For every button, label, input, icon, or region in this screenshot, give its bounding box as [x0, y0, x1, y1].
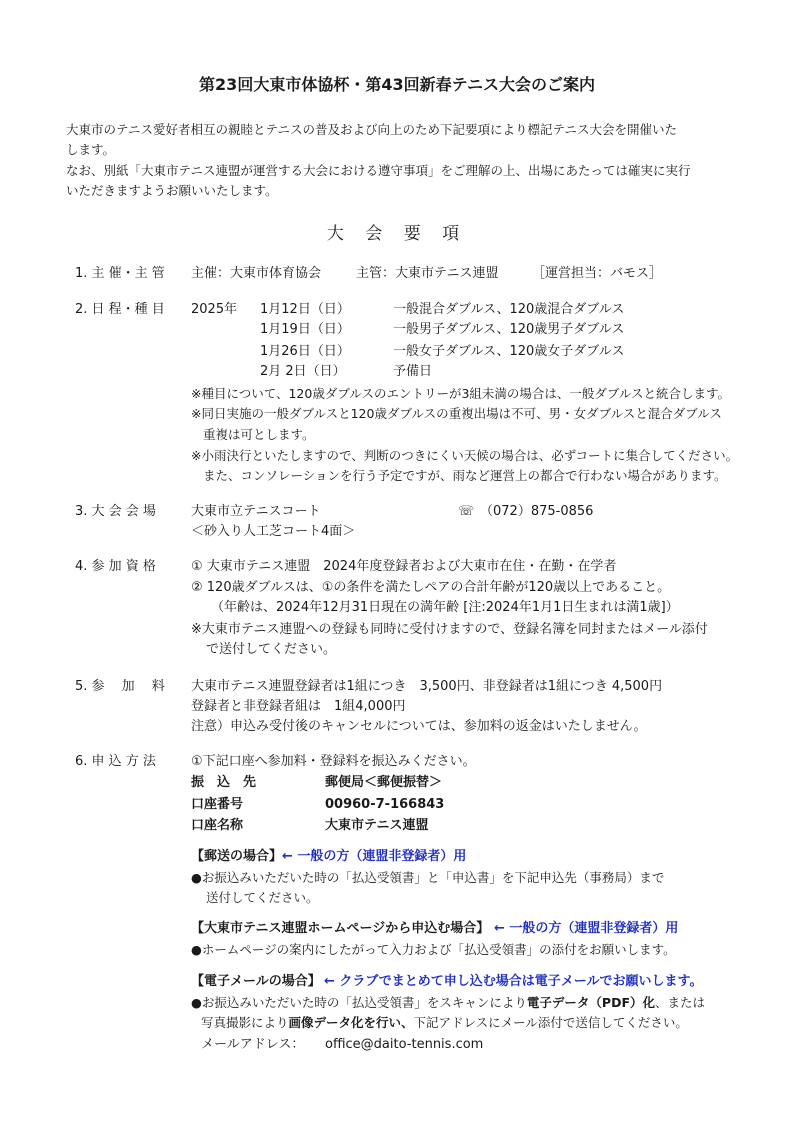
bank-key: 口座番号	[191, 797, 244, 812]
intro-line: なお、別紙「大東市テニス連盟が運営する大会における遵守事項」をご理解の上、出場にあたっては確実に実行	[66, 163, 691, 178]
email-heading: 【電子メールの場合】	[191, 974, 321, 989]
bank-value: 大東市テニス連盟	[325, 818, 429, 833]
email-text: 、または	[655, 995, 706, 1010]
schedule-note: ※同日実施の一般ダブルスと120歳ダブルスの重複出場は不可、男・女ダブルスと混合ダブルス	[191, 406, 722, 421]
email-address-label: メールアドレス：	[201, 1037, 305, 1052]
email-text: 写真撮影により	[201, 1015, 289, 1030]
host: 主催：大東市体育協会	[191, 266, 322, 281]
section-label-eligibility: 4. 参 加 資 格	[75, 559, 156, 574]
mail-tag: ← 一般の方（連盟非登録者）用	[282, 849, 467, 864]
eligibility-line: で送付してください。	[206, 642, 337, 657]
schedule-event: 一般混合ダブルス、120歳混合ダブルス	[393, 302, 625, 317]
email-emphasis: 画像データ化を行い、	[288, 1015, 414, 1030]
schedule-note: ※種目について、120歳ダブルスのエントリーが3組未満の場合は、一般ダブルスと統合します。	[191, 386, 731, 401]
web-heading: 【大東市テニス連盟ホームページから申込む場合】	[191, 921, 490, 936]
email-address[interactable]: office@daito-tennis.com	[325, 1037, 484, 1052]
application-intro: ①下記口座へ参加料・登録料を振込みください。	[191, 754, 476, 769]
manager: 主管：大東市テニス連盟	[356, 266, 499, 281]
operator: ［運営担当：バモス］	[532, 266, 663, 281]
section-heading: 大 会 要 項	[326, 224, 468, 244]
schedule-note: 重複は可とします。	[203, 427, 315, 442]
email-emphasis: 電子データ（PDF）化	[526, 995, 655, 1010]
email-tag: ← クラブでまとめて申し込む場合は電子メールでお願いします。	[324, 974, 703, 989]
eligibility-line: （年齢は、2024年12月31日現在の満年齢 [注:2024年1月1日生まれは満1歳]）	[211, 600, 679, 615]
schedule-date: 1月19日（日）	[260, 322, 350, 337]
section-label-fee: 5. 参 加 料	[75, 679, 165, 694]
eligibility-line: ① 大東市テニス連盟 2024年度登録者および大東市在住・在勤・在学者	[191, 559, 617, 574]
intro-line: します。	[66, 142, 116, 157]
email-text: 下記アドレスにメール添付で送信してください。	[413, 1015, 688, 1030]
venue-phone: （072）875-0856	[480, 504, 594, 519]
mail-line: ●お振込みいただいた時の「払込受領書」と「申込書」を下記申込先（事務局）まで	[191, 870, 665, 885]
web-tag: ← 一般の方（連盟非登録者）用	[494, 921, 679, 936]
schedule-date: 1月26日（日）	[260, 344, 350, 359]
section-label-schedule: 2. 日 程・種 目	[75, 302, 165, 317]
mail-line: 送付してください。	[206, 890, 319, 905]
email-text: ●お振込みいただいた時の「払込受領書」をスキャンにより	[191, 995, 527, 1010]
email-line-1	[191, 993, 705, 1013]
bank-key: 口座名称	[191, 818, 244, 833]
section-label-application: 6. 申 込 方 法	[75, 754, 156, 769]
schedule-year: 2025年	[191, 302, 238, 317]
intro-line: 大東市のテニス愛好者相互の親睦とテニスの普及および向上のため下記要項により標記テニス大会を開催いた	[66, 122, 678, 137]
mail-heading: 【郵送の場合】	[191, 849, 283, 864]
schedule-event: 一般女子ダブルス、120歳女子ダブルス	[393, 344, 625, 359]
bank-value: 郵便局＜郵便振替＞	[325, 775, 443, 790]
fee-line: 大東市テニス連盟登録者は1組につき 3,500円、非登録者は1組につき 4,500円	[191, 679, 663, 694]
schedule-event: 予備日	[393, 364, 433, 379]
schedule-date: 1月12日（日）	[260, 302, 350, 317]
fee-line: 登録者と非登録者組は 1組4,000円	[191, 699, 406, 714]
bank-value: 00960-7-166843	[325, 797, 445, 812]
eligibility-line: ② 120歳ダブルスは、①の条件を満たしペアの合計年齢が120歳以上であること。	[191, 580, 671, 595]
schedule-note: また、コンソレーションを行う予定ですが、雨など運営上の都合で行わない場合があります。	[203, 468, 727, 483]
schedule-date: 2月 2日（日）	[260, 364, 346, 379]
web-line: ●ホームページの案内にしたがって入力および「払込受領書」の添付をお願いします。	[191, 942, 676, 957]
schedule-note: ※小雨決行といたしますので、判断のつきにくい天候の場合は、必ずコートに集合してください。	[191, 448, 739, 463]
venue-surface: ＜砂入り人工芝コート4面＞	[191, 524, 356, 539]
page-title: 第23回大東市体協杯・第43回新春テニス大会のご案内	[199, 75, 595, 94]
section-label-venue: 3. 大 会 会 場	[75, 504, 156, 519]
schedule-event: 一般男子ダブルス、120歳男子ダブルス	[393, 322, 625, 337]
fee-line: 注意）申込み受付後のキャンセルについては、参加料の返金はいたしません。	[191, 719, 647, 734]
eligibility-line: ※大東市テニス連盟への登録も同時に受付けますので、登録名簿を同封またはメール添付	[191, 622, 708, 637]
section-label-organizer: 1. 主 催・主 管	[75, 266, 165, 281]
intro-line: いただきますようお願いいたします。	[66, 183, 278, 198]
email-line-2	[201, 1013, 688, 1033]
bank-key: 振 込 先	[191, 775, 257, 790]
venue-name: 大東市立テニスコート	[191, 504, 321, 519]
phone-icon: ☏	[458, 504, 475, 519]
